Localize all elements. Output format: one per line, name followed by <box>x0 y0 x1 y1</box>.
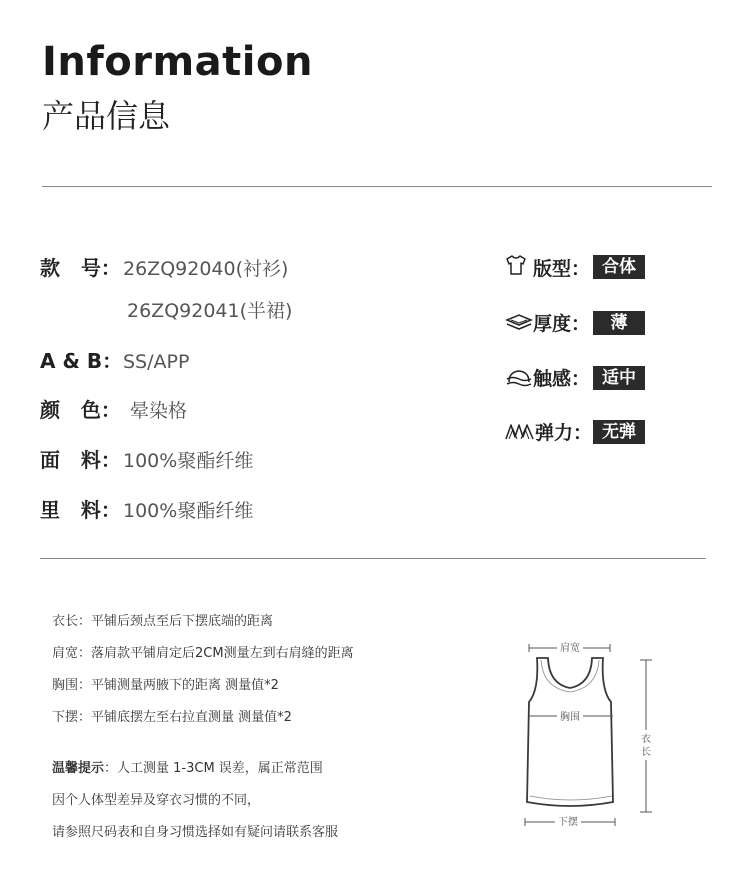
length-dim-label-bottom: 长 <box>641 747 651 758</box>
page-title-cn: 产品信息 <box>42 97 171 135</box>
fit-tag: 合体 <box>593 255 645 279</box>
middle-divider <box>40 558 706 559</box>
tips-text: ：人工测量 1-3CM 误差，属正常范围 <box>104 761 323 776</box>
lining-value: 100%聚酯纤维 <box>123 500 254 522</box>
tips-line-1 <box>52 760 323 778</box>
shoulder-dim-label: 肩宽 <box>560 643 580 654</box>
tips-label: 温馨提示 <box>52 761 105 776</box>
style-no-label: 款 号： <box>40 256 121 280</box>
fabric-value: 100%聚酯纤维 <box>123 450 254 472</box>
touch-icon <box>505 366 531 388</box>
note-chest: 胸围：平铺测量两腋下的距离 测量值*2 <box>52 678 279 693</box>
ab-value: SS/APP <box>123 351 190 373</box>
top-divider <box>42 186 712 187</box>
style-no-value-1: 26ZQ92040(衬衫) <box>123 258 289 280</box>
color-label: 颜 色： <box>40 398 121 422</box>
elasticity-tag: 无弹 <box>593 420 645 444</box>
feel-label: 触感： <box>533 368 591 390</box>
color-value: 晕染格 <box>130 400 188 422</box>
note-length: 衣长：平铺后颈点至后下摆底端的距离 <box>52 614 274 629</box>
tips-line-3: 请参照尺码表和自身习惯选择如有疑问请联系客服 <box>52 825 339 840</box>
layers-icon <box>505 312 531 334</box>
tank-top-outline <box>527 658 613 806</box>
tshirt-icon <box>505 254 525 276</box>
note-shoulder: 肩宽：落肩款平铺肩定后2CM测量左到右肩缝的距离 <box>52 646 354 661</box>
page-title-en: Information <box>42 39 313 85</box>
style-no-value-2: 26ZQ92041(半裙) <box>127 300 293 322</box>
chest-dim-label: 胸围 <box>560 712 580 723</box>
tank-top-diagram <box>515 630 665 835</box>
fit-label: 版型： <box>533 258 591 280</box>
tips-line-2: 因个人体型差异及穿衣习惯的不同， <box>52 793 261 808</box>
ab-label: A & B： <box>40 349 123 373</box>
length-dim-label-top: 衣 <box>641 734 651 745</box>
lining-label: 里 料： <box>40 498 121 522</box>
elasticity-label: 弹力： <box>535 422 593 444</box>
elastic-icon <box>505 420 533 442</box>
fabric-label: 面 料： <box>40 448 121 472</box>
hem-dim-label: 下摆 <box>558 817 578 828</box>
thickness-label: 厚度： <box>533 313 591 335</box>
thickness-tag: 薄 <box>593 311 645 335</box>
feel-tag: 适中 <box>593 366 645 390</box>
note-hem: 下摆：平铺底摆左至右拉直测量 测量值*2 <box>52 710 292 725</box>
